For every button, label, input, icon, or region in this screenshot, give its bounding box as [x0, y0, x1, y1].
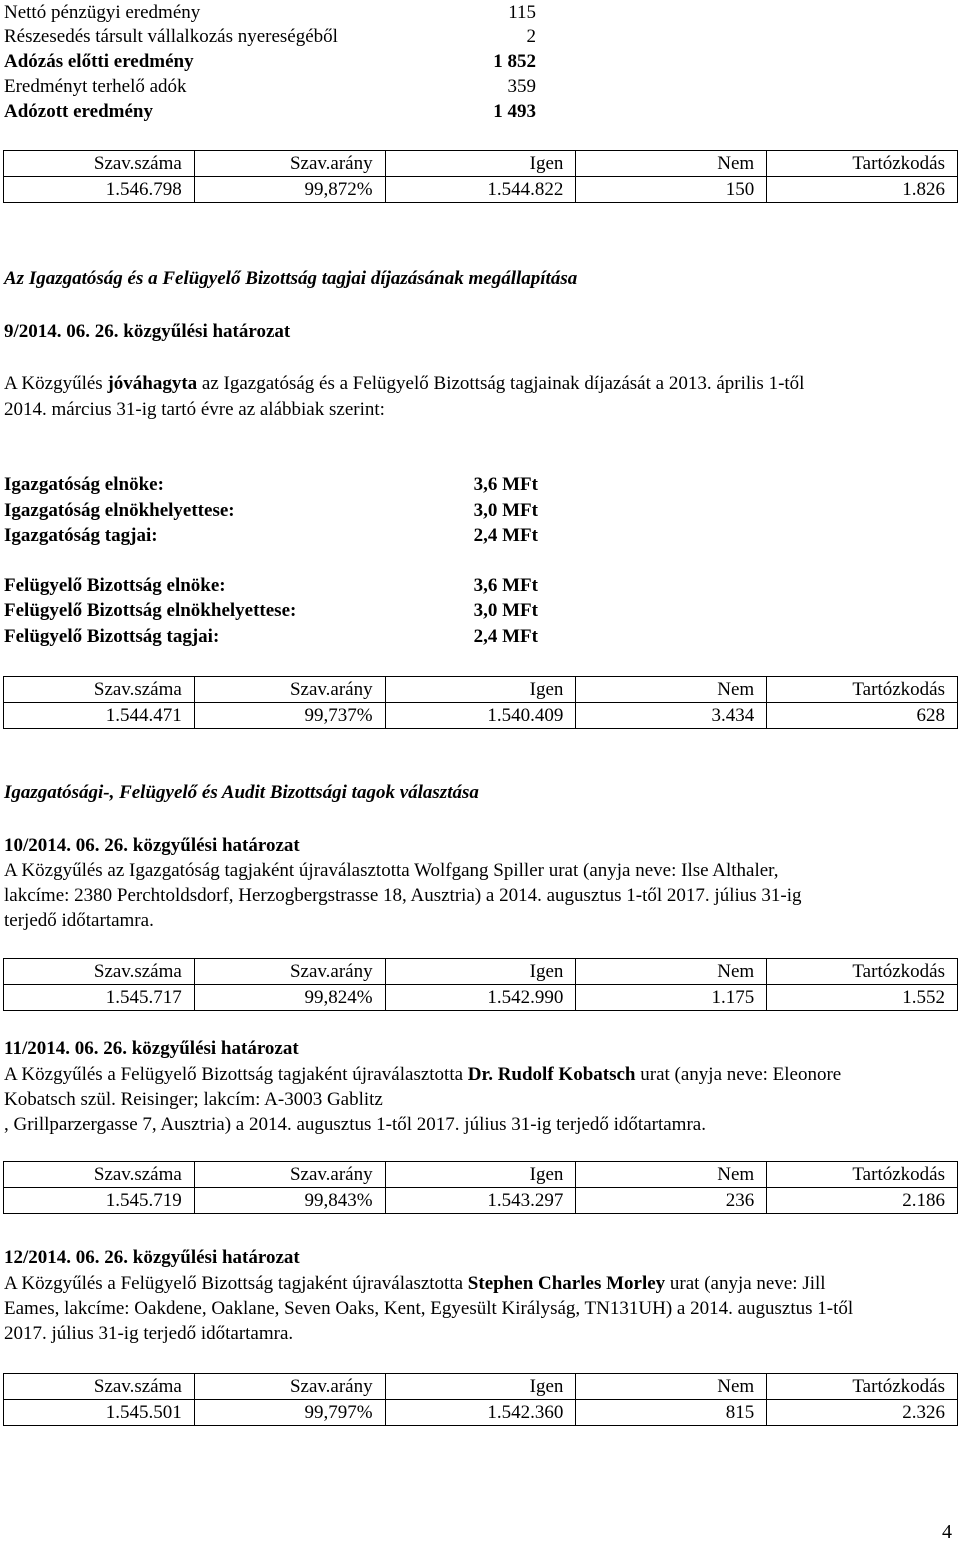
vote-header-cell: Nem: [576, 959, 767, 985]
fee-label: Igazgatóság elnöke:: [4, 474, 164, 495]
vote-header-cell: Szav.száma: [4, 151, 195, 177]
vote-header-cell: Igen: [385, 151, 576, 177]
vote-table: [3, 958, 958, 1011]
vote-header-cell: Nem: [576, 151, 767, 177]
vote-header-row: [4, 1162, 958, 1188]
financial-row: [4, 49, 536, 74]
resolution-text: [4, 1062, 956, 1087]
resolution-text-part: urat (anyja neve: Jill: [665, 1273, 826, 1294]
financial-label: Nettó pénzügyi eredmény: [4, 2, 201, 23]
vote-value-cell: 1.175: [576, 985, 767, 1011]
vote-value-cell: 1.542.990: [385, 985, 576, 1011]
vote-header-cell: Szav.arány: [194, 1162, 385, 1188]
vote-value-cell: 2.326: [767, 1400, 958, 1426]
resolution-heading: 11/2014. 06. 26. közgyűlési határozat: [4, 1038, 299, 1059]
resolution-heading: 10/2014. 06. 26. közgyűlési határozat: [4, 835, 300, 856]
resolution-text: 2014. március 31-ig tartó évre az alábbiak szerint:: [4, 399, 385, 420]
vote-table: [3, 150, 958, 203]
resolution-text-bold: Dr. Rudolf Kobatsch: [467, 1064, 636, 1085]
vote-header-row: [4, 677, 958, 703]
vote-header-cell: Igen: [385, 959, 576, 985]
vote-value-cell: 2.186: [767, 1188, 958, 1214]
vote-header-cell: Igen: [385, 677, 576, 703]
fee-value: 3,6 MFt: [473, 575, 538, 596]
vote-table: [3, 1161, 958, 1214]
fee-value: 3,6 MFt: [473, 474, 538, 495]
vote-header-cell: Nem: [576, 1374, 767, 1400]
vote-header-cell: Tartózkodás: [767, 677, 958, 703]
vote-value-cell: 236: [576, 1188, 767, 1214]
vote-value-cell: 1.826: [767, 177, 958, 203]
resolution-text-part: az Igazgatóság és a Felügyelő Bizottság tagjainak díjazását a 2013. április 1-től: [197, 373, 805, 394]
resolution-text: lakcíme: 2380 Perchtoldsdorf, Herzogbergstrasse 18, Ausztria) a 2014. augusztus 1-től 2017. július 31-ig: [4, 885, 802, 906]
vote-table: [3, 1373, 958, 1426]
vote-value-cell: 99,737%: [194, 703, 385, 729]
financial-value: 1 852: [493, 51, 536, 72]
financial-label: Adózott eredmény: [4, 101, 153, 122]
fee-label: Igazgatóság tagjai:: [4, 525, 158, 546]
resolution-text-bold: Stephen Charles Morley: [467, 1273, 666, 1294]
vote-value-cell: 1.545.719: [4, 1188, 195, 1214]
vote-header-cell: Nem: [576, 1162, 767, 1188]
vote-value-cell: 1.540.409: [385, 703, 576, 729]
resolution-text-part: A Közgyűlés a Felügyelő Bizottság tagjaként újraválasztotta: [4, 1273, 468, 1294]
financial-row: [4, 74, 536, 99]
financial-value: 359: [507, 76, 536, 97]
vote-header-cell: Szav.száma: [4, 1162, 195, 1188]
vote-value-cell: 628: [767, 703, 958, 729]
financial-label: Részesedés társult vállalkozás nyereségéből: [4, 26, 338, 47]
vote-header-cell: Igen: [385, 1162, 576, 1188]
vote-value-cell: 99,872%: [194, 177, 385, 203]
vote-value-cell: 3.434: [576, 703, 767, 729]
fee-value: 2,4 MFt: [473, 525, 538, 546]
resolution-text-part: A Közgyűlés a Felügyelő Bizottság tagjaként újraválasztotta: [4, 1064, 468, 1085]
resolution-heading: 12/2014. 06. 26. közgyűlési határozat: [4, 1247, 300, 1268]
vote-header-cell: Szav.száma: [4, 677, 195, 703]
vote-header-cell: Igen: [385, 1374, 576, 1400]
vote-header-cell: Nem: [576, 677, 767, 703]
vote-header-row: [4, 959, 958, 985]
financial-label: Adózás előtti eredmény: [4, 51, 194, 72]
vote-header-cell: Tartózkodás: [767, 1374, 958, 1400]
vote-table: [3, 676, 958, 729]
fee-value: 3,0 MFt: [473, 500, 538, 521]
vote-value-row: [4, 985, 958, 1011]
section-title: Az Igazgatóság és a Felügyelő Bizottság tagjai díjazásának megállapítása: [4, 268, 578, 289]
resolution-text: [4, 1271, 956, 1296]
vote-value-cell: 1.545.717: [4, 985, 195, 1011]
financial-row: [4, 99, 536, 124]
vote-value-cell: 1.543.297: [385, 1188, 576, 1214]
fee-label: Felügyelő Bizottság tagjai:: [4, 626, 220, 647]
vote-value-cell: 1.552: [767, 985, 958, 1011]
resolution-text: Kobatsch szül. Reisinger; lakcím: A-3003 Gablitz: [4, 1089, 383, 1110]
financial-value: 1 493: [493, 101, 536, 122]
financial-label: Eredményt terhelő adók: [4, 76, 187, 97]
fee-value: 2,4 MFt: [473, 626, 538, 647]
resolution-text-bold: jóváhagyta: [107, 373, 198, 394]
vote-value-cell: 1.546.798: [4, 177, 195, 203]
fee-label: Felügyelő Bizottság elnökhelyettese:: [4, 600, 297, 621]
fee-value: 3,0 MFt: [473, 600, 538, 621]
resolution-heading: 9/2014. 06. 26. közgyűlési határozat: [4, 321, 291, 342]
resolution-text: A Közgyűlés az Igazgatóság tagjaként újraválasztotta Wolfgang Spiller urat (anyja neve: Ilse Althaler,: [4, 860, 779, 881]
vote-header-row: [4, 1374, 958, 1400]
vote-header-cell: Szav.arány: [194, 677, 385, 703]
page-number: 4: [942, 1521, 952, 1543]
financial-row: [4, 24, 536, 49]
vote-header-cell: Szav.arány: [194, 959, 385, 985]
resolution-text: [4, 371, 804, 396]
vote-header-cell: Szav.száma: [4, 959, 195, 985]
resolution-text: 2017. július 31-ig terjedő időtartamra.: [4, 1323, 294, 1344]
section-title: Igazgatósági-, Felügyelő és Audit Bizottsági tagok választása: [4, 782, 479, 803]
vote-value-cell: 815: [576, 1400, 767, 1426]
vote-value-cell: 1.542.360: [385, 1400, 576, 1426]
vote-value-cell: 99,843%: [194, 1188, 385, 1214]
resolution-text: , Grillparzergasse 7, Ausztria) a 2014. augusztus 1-től 2017. július 31-ig terjedő időtartamra.: [4, 1114, 706, 1135]
vote-value-cell: 1.544.471: [4, 703, 195, 729]
financial-row: [4, 0, 536, 25]
vote-value-cell: 99,797%: [194, 1400, 385, 1426]
vote-header-cell: Szav.száma: [4, 1374, 195, 1400]
resolution-text-part: A Közgyűlés: [4, 373, 108, 394]
vote-value-row: [4, 1188, 958, 1214]
fee-label: Igazgatóság elnökhelyettese:: [4, 500, 235, 521]
fee-label: Felügyelő Bizottság elnöke:: [4, 575, 226, 596]
vote-header-cell: Szav.arány: [194, 151, 385, 177]
resolution-text: Eames, lakcíme: Oakdene, Oaklane, Seven Oaks, Kent, Egyesült Királyság, TN131UH) a 2014. augusztus 1-től: [4, 1298, 854, 1319]
vote-header-cell: Tartózkodás: [767, 151, 958, 177]
vote-value-row: [4, 703, 958, 729]
vote-header-cell: Tartózkodás: [767, 1162, 958, 1188]
vote-value-cell: 150: [576, 177, 767, 203]
resolution-text: terjedő időtartamra.: [4, 910, 154, 931]
financial-value: 115: [508, 2, 536, 23]
vote-value-row: [4, 177, 958, 203]
vote-header-row: [4, 151, 958, 177]
financial-value: 2: [526, 26, 536, 47]
resolution-text-part: urat (anyja neve: Eleonore: [635, 1064, 842, 1085]
vote-value-cell: 1.545.501: [4, 1400, 195, 1426]
vote-header-cell: Tartózkodás: [767, 959, 958, 985]
vote-header-cell: Szav.arány: [194, 1374, 385, 1400]
vote-value-row: [4, 1400, 958, 1426]
vote-value-cell: 1.544.822: [385, 177, 576, 203]
vote-value-cell: 99,824%: [194, 985, 385, 1011]
